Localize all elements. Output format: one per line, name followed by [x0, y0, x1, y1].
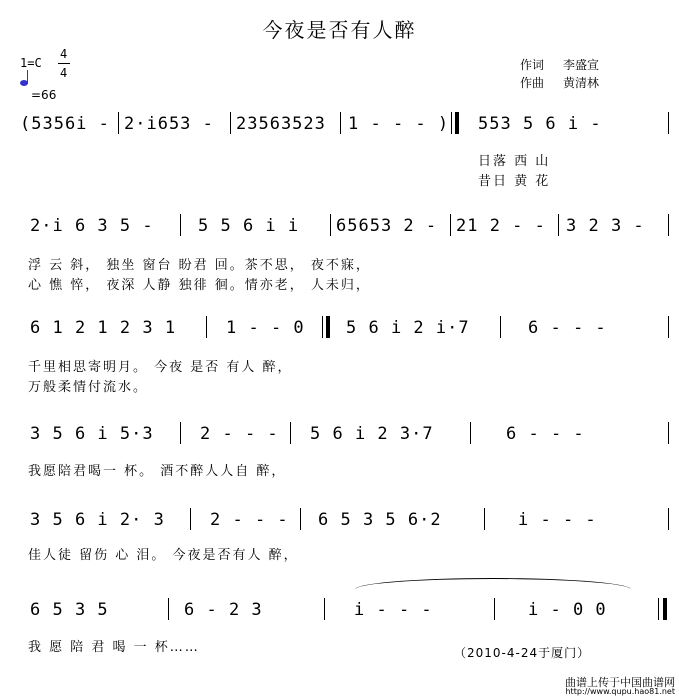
measure: 23563523 [236, 114, 326, 134]
lyric-line: 心 憔 悴， 夜深 人静 独徘 徊。情亦老， 人未归， [28, 278, 371, 293]
lyric-line: 日落 西 山 [478, 154, 551, 169]
composer-label: 作曲 [520, 76, 545, 90]
time-signature-top: 4 [60, 47, 68, 61]
measure: 6 5 3 5 6·2 [318, 510, 442, 530]
measure: 3 5 6 i 5·3 [30, 424, 154, 444]
measure: 5 6 i 2 3·7 [310, 424, 434, 444]
lyricist-label: 作词 [520, 58, 545, 72]
measure: 6 - - - [528, 318, 607, 338]
composition-date: （2010-4-24于厦门） [454, 646, 591, 660]
measure: i - 0 0 [528, 600, 607, 620]
barline [668, 508, 669, 530]
measure: 1 - - 0 [226, 318, 305, 338]
barline [322, 316, 323, 338]
barline [451, 112, 452, 134]
barline [180, 422, 181, 444]
barline [330, 214, 331, 236]
barline [668, 316, 669, 338]
barline [494, 598, 495, 620]
time-signature-bottom: 4 [60, 66, 68, 80]
page-title: 今夜是否有人醉 [262, 18, 417, 42]
measure: 5 6 i 2 i·7 [346, 318, 470, 338]
lyric-line: 万般柔情付流水。 [28, 380, 149, 395]
measure: 65653 2 - [336, 216, 438, 236]
barline [668, 422, 669, 444]
barline [668, 112, 669, 134]
barline [190, 508, 191, 530]
barline [340, 112, 341, 134]
tempo-marking: =66 [31, 88, 57, 102]
measure: 2 - - - [200, 424, 279, 444]
lyricist-name: 李盛宣 [563, 58, 600, 72]
measure: (5356i - [20, 114, 110, 134]
measure: 5 5 6 i i [198, 216, 300, 236]
lyric-line: 千里相思寄明月。 今夜 是否 有人 醉， [28, 360, 293, 375]
lyric-line: 我愿陪君喝一 杯。 酒不醉人人自 醉， [28, 464, 287, 479]
barline [206, 316, 207, 338]
key-signature: 1=C [20, 56, 42, 70]
measure: 1 - - - ) [348, 114, 450, 134]
barline [118, 112, 119, 134]
repeat-barline [455, 112, 459, 134]
measure: 21 2 - - [456, 216, 546, 236]
measure: 553 5 6 i - [478, 114, 602, 134]
repeat-barline [326, 316, 330, 338]
lyric-line: 浮 云 斜， 独坐 窗台 盼君 回。茶不思， 夜不寐， [28, 258, 371, 273]
time-signature-divider [58, 63, 70, 64]
measure: 2·i 6 3 5 - [30, 216, 154, 236]
final-barline-thick [663, 598, 667, 620]
barline [180, 214, 181, 236]
lyric-line: 佳人徒 留伤 心 泪。 今夜是否有人 醉， [28, 548, 299, 563]
quarter-note-stem [27, 70, 28, 84]
lyric-line: 我 愿 陪 君 喝 一 杯…… [28, 640, 200, 655]
barline [290, 422, 291, 444]
site-watermark: 曲谱上传于中国曲谱网 [565, 676, 675, 689]
barline [500, 316, 501, 338]
barline [168, 598, 169, 620]
lyric-line: 昔日 黄 花 [478, 174, 551, 189]
barline [558, 214, 559, 236]
measure: 3 2 3 - [566, 216, 645, 236]
final-barline [658, 598, 659, 620]
measure: i - - - [354, 600, 433, 620]
measure: 3 5 6 i 2· 3 [30, 510, 165, 530]
composer-name: 黄清林 [563, 76, 600, 90]
measure: i - - - [518, 510, 597, 530]
barline [470, 422, 471, 444]
barline [450, 214, 451, 236]
barline [668, 214, 669, 236]
measure: 6 - - - [506, 424, 585, 444]
barline [300, 508, 301, 530]
site-url[interactable]: http://www.qupu.hao81.net [565, 687, 675, 696]
measure: 2 - - - [210, 510, 289, 530]
measure: 2·i653 - [124, 114, 214, 134]
tie-arc [355, 578, 631, 601]
barline [230, 112, 231, 134]
measure: 6 5 3 5 [30, 600, 109, 620]
barline [484, 508, 485, 530]
measure: 6 - 2 3 [184, 600, 263, 620]
barline [324, 598, 325, 620]
measure: 6 1 2 1 2 3 1 [30, 318, 177, 338]
